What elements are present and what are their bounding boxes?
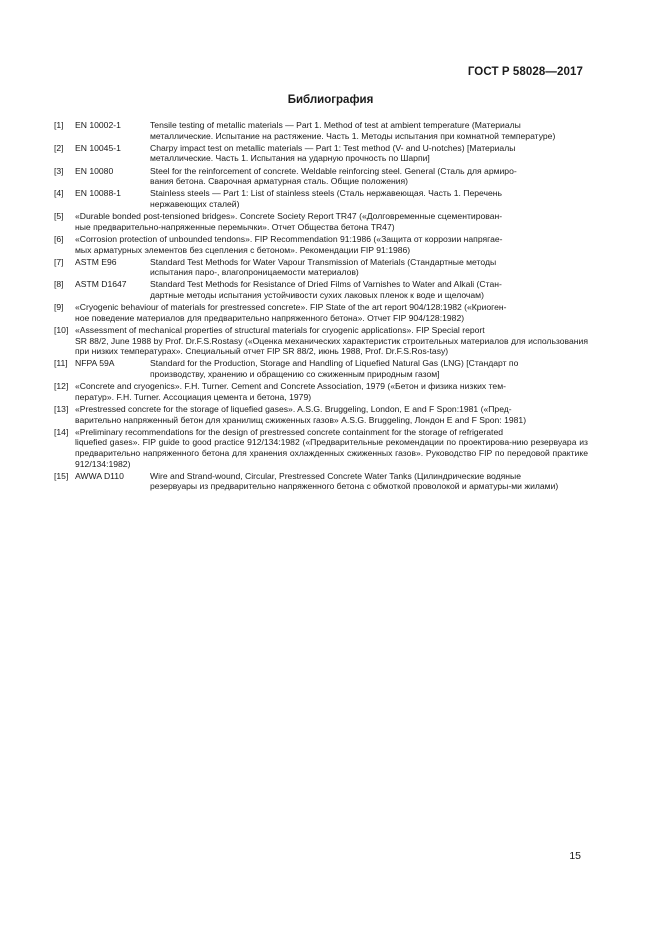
entry-text-first-line: Steel for the reinforcement of concrete. Weldable reinforcing steel. General (Сталь для армиро-: [150, 165, 517, 176]
entry-code: EN 10002-1: [75, 120, 121, 130]
bibliography-entry: [54, 120, 588, 141]
entry-text-continuation: резервуары из предварительно напряженного бетона с обмоткой проволокой и арматуры-ми жилами): [150, 481, 559, 492]
entry-text-first-line: «Concrete and cryogenics». F.H. Turner. Cement and Concrete Association, 1979 («Бетон и физика низких тем-: [75, 381, 506, 392]
entry-text-first-line: «Preliminary recommendations for the design of prestressed concrete containment for the storage of refrigerated: [75, 426, 503, 437]
bibliography-list: [54, 120, 588, 494]
entry-text-continuation: SR 88/2, June 1988 by Prof. Dr.F.S.Rostasy («Оценка механических характеристик строительных материалов для использования при низких температурах». Специальный отчет FIP SR 88/2, июнь 1988, Prof. Dr.F.S.Ros-tasy): [75, 335, 588, 357]
entry-text-continuation: ные предварительно-напряженные перемычки». Отчет Общества бетона TR47): [75, 221, 395, 232]
entry-text-continuation: ператур». F.H. Turner. Ассоциация цемента и бетона, 1979): [75, 391, 312, 402]
entry-number: [11]: [54, 358, 68, 369]
entry-text-continuation: мых арматурных элементов без сцепления с бетоном». Рекомендации FIP 91:1986): [75, 244, 411, 255]
entry-number: [13]: [54, 403, 69, 414]
entry-text-continuation: испытания паро-, влагопроницаемости материалов): [150, 267, 359, 278]
entry-number: [5]: [54, 211, 64, 222]
entry-text-first-line: «Prestressed concrete for the storage of liquefied gases». A.S.G. Bruggeling, London, E and F Spon:1981 («Пред-: [75, 403, 512, 414]
entry-code: AWWA D110: [75, 470, 124, 481]
entry-number: [6]: [54, 233, 64, 244]
entry-number: [9]: [54, 302, 64, 313]
entry-number: [14]: [54, 426, 69, 437]
entry-number: [7]: [54, 256, 64, 267]
entry-number: [10]: [54, 325, 69, 336]
entry-text-first-line: «Durable bonded post-tensioned bridges». Concrete Society Report TR47 («Долговременные сцементирован-: [75, 211, 503, 222]
bibliography-entry: [54, 166, 588, 187]
bibliography-entry: [54, 234, 588, 255]
entry-text-first-line: «Corrosion protection of unbounded tendons». FIP Recommendation 91:1986 («Защита от коррозии напрягае-: [75, 233, 503, 244]
entry-number: [15]: [54, 470, 69, 481]
entry-text-continuation: производству, хранению и обращению со сжиженным природным газом]: [150, 369, 440, 379]
entry-text-first-line: Standard Test Methods for Water Vapour Transmission of Materials (Стандартные методы: [150, 256, 497, 267]
bibliography-entry: [54, 302, 588, 323]
entry-text-first-line: Standard for the Production, Storage and Handling of Liquefied Natural Gas (LNG) [Стандарт по: [150, 358, 519, 369]
entry-number: [3]: [54, 165, 64, 176]
entry-text-continuation: вания бетона. Сварочная арматурная сталь. Общие положения): [150, 176, 409, 187]
entry-code: ASTM E96: [75, 256, 117, 267]
entry-text-first-line: Stainless steels — Part 1: List of stainless steels (Сталь нержавеющая. Часть 1. Перечень: [150, 188, 502, 199]
entry-code: EN 10080: [75, 165, 114, 176]
entry-number: [12]: [54, 381, 69, 392]
entry-code: EN 10045-1: [75, 142, 121, 153]
page-number: 15: [569, 850, 581, 862]
entry-text-first-line: Charpy impact test on metallic materials — Part 1: Test method (V- and U-notches) [Материалы: [150, 142, 516, 153]
entry-number: [4]: [54, 188, 64, 199]
entry-code: EN 10088-1: [75, 188, 121, 199]
bibliography-entry: [54, 404, 588, 425]
entry-code: ASTM D1647: [75, 279, 127, 290]
entry-text-first-line: Wire and Strand-wound, Circular, Prestressed Concrete Water Tanks (Цилиндрические водяные: [150, 470, 522, 481]
entry-text-continuation: металлические. Часть 1. Испытания на ударную прочность по Шарпи]: [150, 153, 430, 164]
bibliography-entry: [54, 143, 588, 164]
entry-text-first-line: Tensile testing of metallic materials — Part 1. Method of test at ambient temperature (Материалы: [150, 120, 521, 130]
entry-text-first-line: Standard Test Methods for Resistance of Dried Films of Varnishes to Water and Alkali (Стан-: [150, 279, 502, 290]
entry-text-first-line: «Cryogenic behaviour of materials for prestressed concrete». FIP State of the art report 904/128:1982 («Криоген-: [75, 302, 507, 313]
entry-number: [8]: [54, 279, 64, 290]
entry-text-continuation: дартные методы испытания устойчивости сухих лаковых пленок к воде и щелочам): [150, 290, 484, 301]
entry-text-first-line: «Assessment of mechanical properties of structural materials for cryogenic applications». FIP Special report: [75, 325, 485, 336]
entry-code: NFPA 59A: [75, 358, 115, 369]
bibliography-entry: [54, 211, 588, 232]
bibliography-entry: [54, 188, 588, 209]
entry-number: [1]: [54, 120, 64, 130]
entry-text-continuation: liquefied gases». FIP guide to good practice 912/134:1982 («Предварительные рекомендации по проектирова-нию резервуара из предварительно напряженного бетона для хранения охлажденных сжиженных газов». Руководство FIP по передовой практике 912/134:1982): [75, 437, 588, 469]
entry-text-continuation: металлические. Испытание на растяжение. Часть 1. Методы испытания при комнатной температуре): [150, 130, 556, 141]
entry-text-continuation: нержавеющих сталей): [150, 198, 240, 209]
entry-text-continuation: ное поведение материалов для предварительно напряженного бетона». Отчет FIP 904/128:1982): [75, 312, 465, 323]
page-title: Библиография: [287, 94, 374, 106]
standard-code: ГОСТ Р 58028—2017: [467, 66, 583, 78]
bibliography-entry: [54, 279, 588, 300]
entry-text-continuation: варительно напряженный бетон для хранилищ сжиженных газов» A.S.G. Bruggeling, Лондон E and F Spon: 1981): [75, 414, 527, 425]
entry-number: [2]: [54, 142, 64, 153]
bibliography-entry: [54, 325, 588, 357]
bibliography-entry: [54, 358, 588, 379]
bibliography-entry: [54, 257, 588, 278]
bibliography-entry: [54, 427, 588, 469]
bibliography-entry: [54, 381, 588, 402]
bibliography-entry: [54, 471, 588, 492]
